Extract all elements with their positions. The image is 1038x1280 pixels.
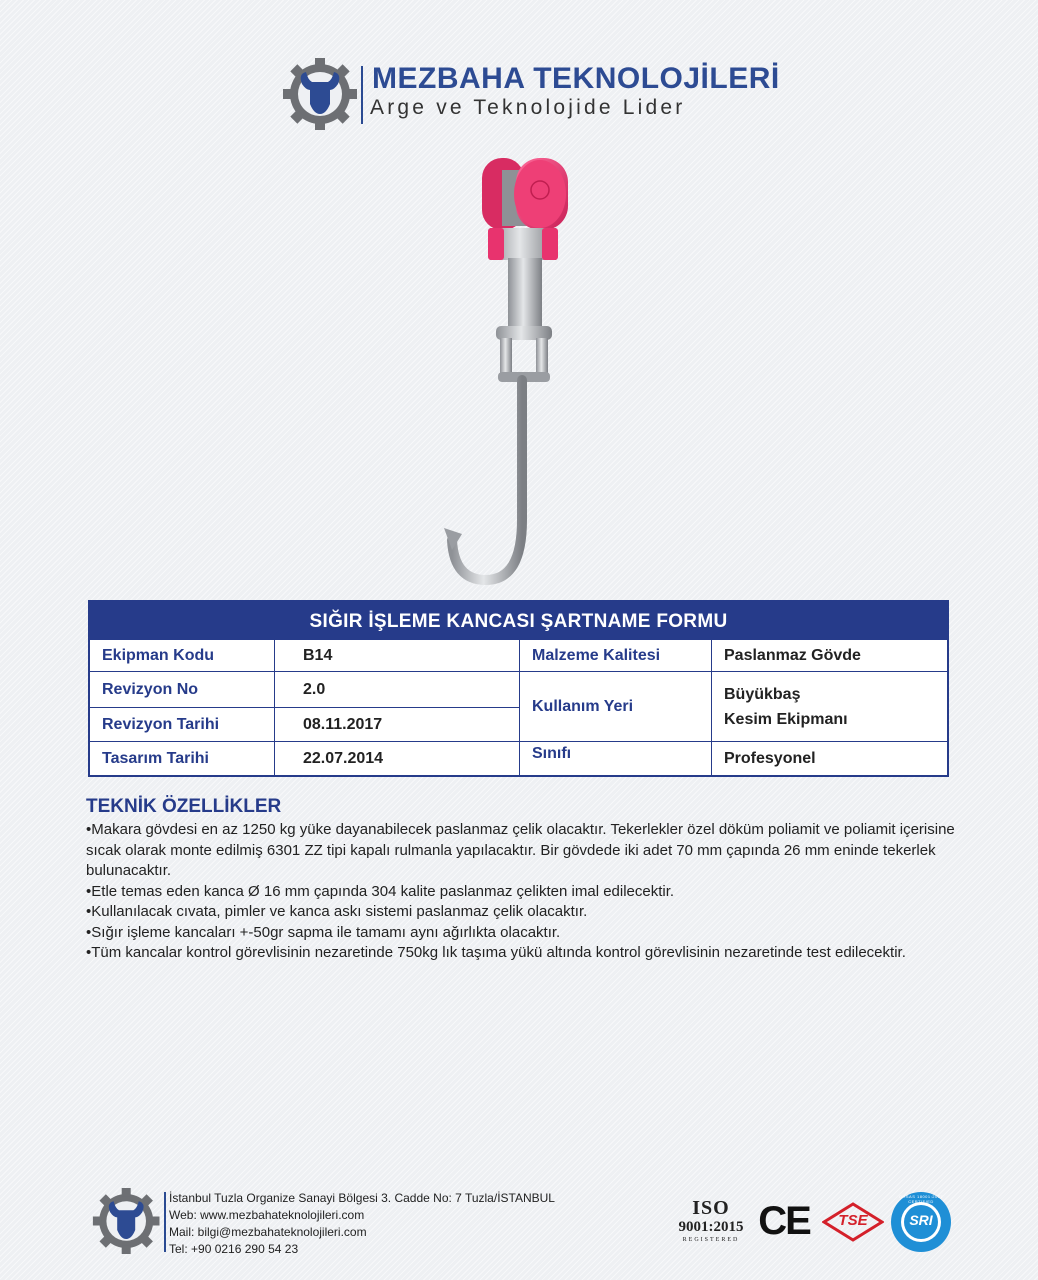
feature-text: Makara gövdesi en az 1250 kg yüke dayanabilecek paslanmaz çelik olacaktır. Tekerlekler özel döküm poliamit ve poliamit içerisine sıcak olarak monte edilmiş 6301 ZZ tipi kapalı rulmanla yapılacaktır. Bir gövdede iki adet 70 mm çapında 26 mm eninde tekerlek bulunacaktır. <box>86 821 955 879</box>
footer-mail[interactable]: Mail: bilgi@mezbahateknolojileri.com <box>169 1225 367 1239</box>
ce-mark-icon <box>757 1200 811 1242</box>
footer-logo-icon <box>92 1188 164 1254</box>
feature-item <box>86 923 956 944</box>
feature-item <box>86 820 956 882</box>
spec-table-title: SIĞIR İŞLEME KANCASI ŞARTNAME FORMU <box>90 602 947 640</box>
value-sinifi: Profesyonel <box>724 749 816 767</box>
footer-web[interactable]: Web: www.mezbahateknolojileri.com <box>169 1208 365 1222</box>
value-kullanim-yeri-line2: Kesim Ekipmanı <box>724 710 848 728</box>
meat-hook-trolley-image <box>430 150 620 600</box>
sri-ohsas-badge <box>889 1190 953 1254</box>
label-sinifi: Sınıfı <box>520 742 712 775</box>
label-ekipman-kodu: Ekipman Kodu <box>90 640 275 672</box>
value-kullanim-yeri <box>712 672 947 742</box>
label-revizyon-no: Revizyon No <box>90 672 275 708</box>
feature-item <box>86 943 956 964</box>
sri-text: SRI <box>909 1212 933 1228</box>
label-revizyon-tarihi: Revizyon Tarihi <box>90 708 275 742</box>
footer-address: İstanbul Tuzla Organize Sanayi Bölgesi 3. Cadde No: 7 Tuzla/İSTANBUL <box>169 1191 555 1205</box>
footer-separator <box>164 1192 166 1252</box>
ce-text: CE <box>758 1199 810 1243</box>
sri-ring-text: OHSAS 18001:2007 CERTIFIED <box>898 1194 944 1204</box>
spec-table <box>88 600 949 777</box>
tse-text: TSE <box>838 1212 868 1229</box>
value-revizyon-tarihi: 08.11.2017 <box>275 708 520 742</box>
logo-separator <box>361 66 363 124</box>
feature-text: Kullanılacak cıvata, pimler ve kanca askı sistemi paslanmaz çelik olacaktır. <box>91 903 588 920</box>
feature-item <box>86 902 956 923</box>
label-malzeme-kalitesi: Malzeme Kalitesi <box>520 640 712 672</box>
iso-sub-text: REGISTERED <box>682 1237 740 1243</box>
label-tasarim-tarihi: Tasarım Tarihi <box>90 742 275 775</box>
value-tasarim-tarihi: 22.07.2014 <box>275 742 520 775</box>
value-kullanim-yeri-line1: Büyükbaş <box>724 685 801 703</box>
features-list <box>86 820 956 964</box>
bull-gear-logo-icon <box>282 58 362 130</box>
value-revizyon-no: 2.0 <box>275 672 520 708</box>
brand-name: MEZBAHA TEKNOLOJİLERİ <box>372 62 780 95</box>
feature-item <box>86 882 956 903</box>
feature-text: Etle temas eden kanca Ø 16 mm çapında 304 kalite paslanmaz çelikten imal edilecektir. <box>91 882 675 900</box>
iso-9001-badge <box>668 1198 754 1246</box>
footer-tel: Tel: +90 0216 290 54 23 <box>169 1242 299 1256</box>
brand-tagline: Arge ve Teknolojide Lider <box>370 96 686 119</box>
label-kullanim-yeri: Kullanım Yeri <box>520 672 712 742</box>
feature-text: Sığır işleme kancaları +-50gr sapma ile tamamı aynı ağırlıkta olacaktır. <box>91 923 561 941</box>
features-title: TEKNİK ÖZELLİKLER <box>86 796 282 817</box>
value-malzeme-kalitesi: Paslanmaz Gövde <box>712 640 947 672</box>
value-ekipman-kodu: B14 <box>275 640 520 672</box>
feature-text: Tüm kancalar kontrol görevlisinin nezaretinde 750kg lık taşıma yükü altında kontrol görevlisinin nezaretinde test edilecektir. <box>91 944 906 961</box>
tse-mark-icon <box>822 1202 884 1242</box>
iso-number-text: 9001:2015 <box>678 1219 744 1235</box>
iso-top-text: ISO <box>692 1197 730 1219</box>
